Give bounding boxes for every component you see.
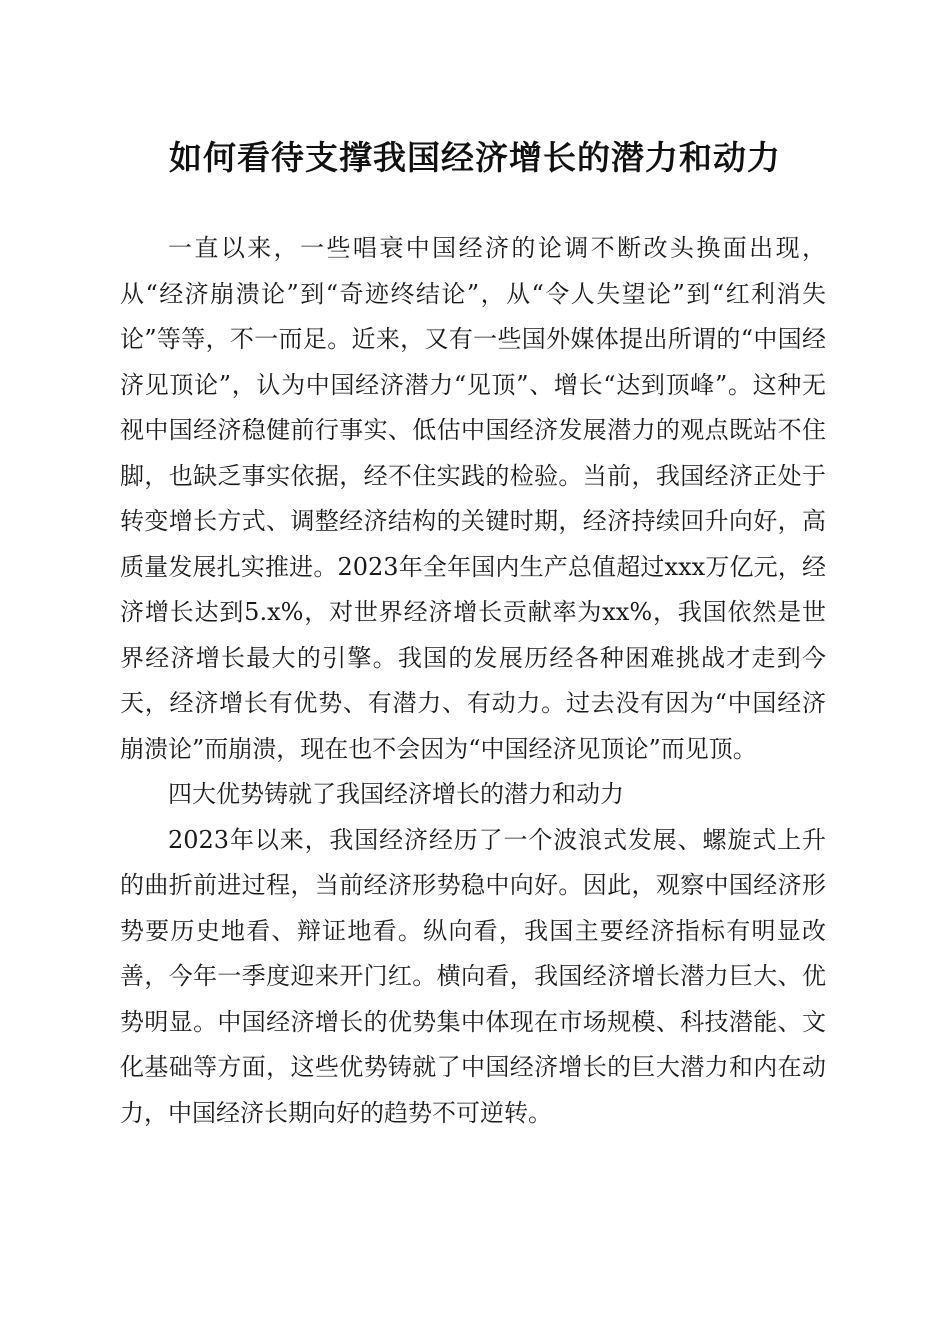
section-subheading: 四大优势铸就了我国经济增长的潜力和动力	[168, 780, 624, 808]
document-body	[120, 226, 826, 1136]
paragraph-2023: 2023年以来，我国经济经历了一个波浪式发展、螺旋式上升的曲折前进过程，当前经济形势稳中向好。因此，观察中国经济形势要历史地看、辩证地看。纵向看，我国主要经济指标有明显改善，今年一季度迎来开门红。横向看，我国经济增长潜力巨大、优势明显。中国经济增长的优势集中体现在市场规模、科技潜能、文化基础等方面，这些优势铸就了中国经济增长的巨大潜力和内在动力，中国经济长期向好的趋势不可逆转。	[120, 825, 826, 1127]
paragraph-intro: 一直以来，一些唱衰中国经济的论调不断改头换面出现，从“经济崩溃论”到“奇迹终结论”，从“令人失望论”到“红利消失论”等等，不一而足。近来，又有一些国外媒体提出所谓的“中国经济见顶论”，认为中国经济潜力“见顶”、增长“达到顶峰”。这种无视中国经济稳健前行事实、低估中国经济发展潜力的观点既站不住脚，也缺乏事实依据，经不住实践的检验。当前，我国经济正处于转变增长方式、调整经济结构的关键时期，经济持续回升向好，高质量发展扎实推进。2023年全年国内生产总值超过xxx万亿元，经济增长达到5.x%，对世界经济增长贡献率为xx%，我国依然是世界经济增长最大的引擎。我国的发展历经各种困难挑战才走到今天，经济增长有优势、有潜力、有动力。过去没有因为“中国经济崩溃论”而崩溃，现在也不会因为“中国经济见顶论”而见顶。	[120, 234, 826, 763]
document-title: 如何看待支撑我国经济增长的潜力和动力	[169, 138, 781, 177]
